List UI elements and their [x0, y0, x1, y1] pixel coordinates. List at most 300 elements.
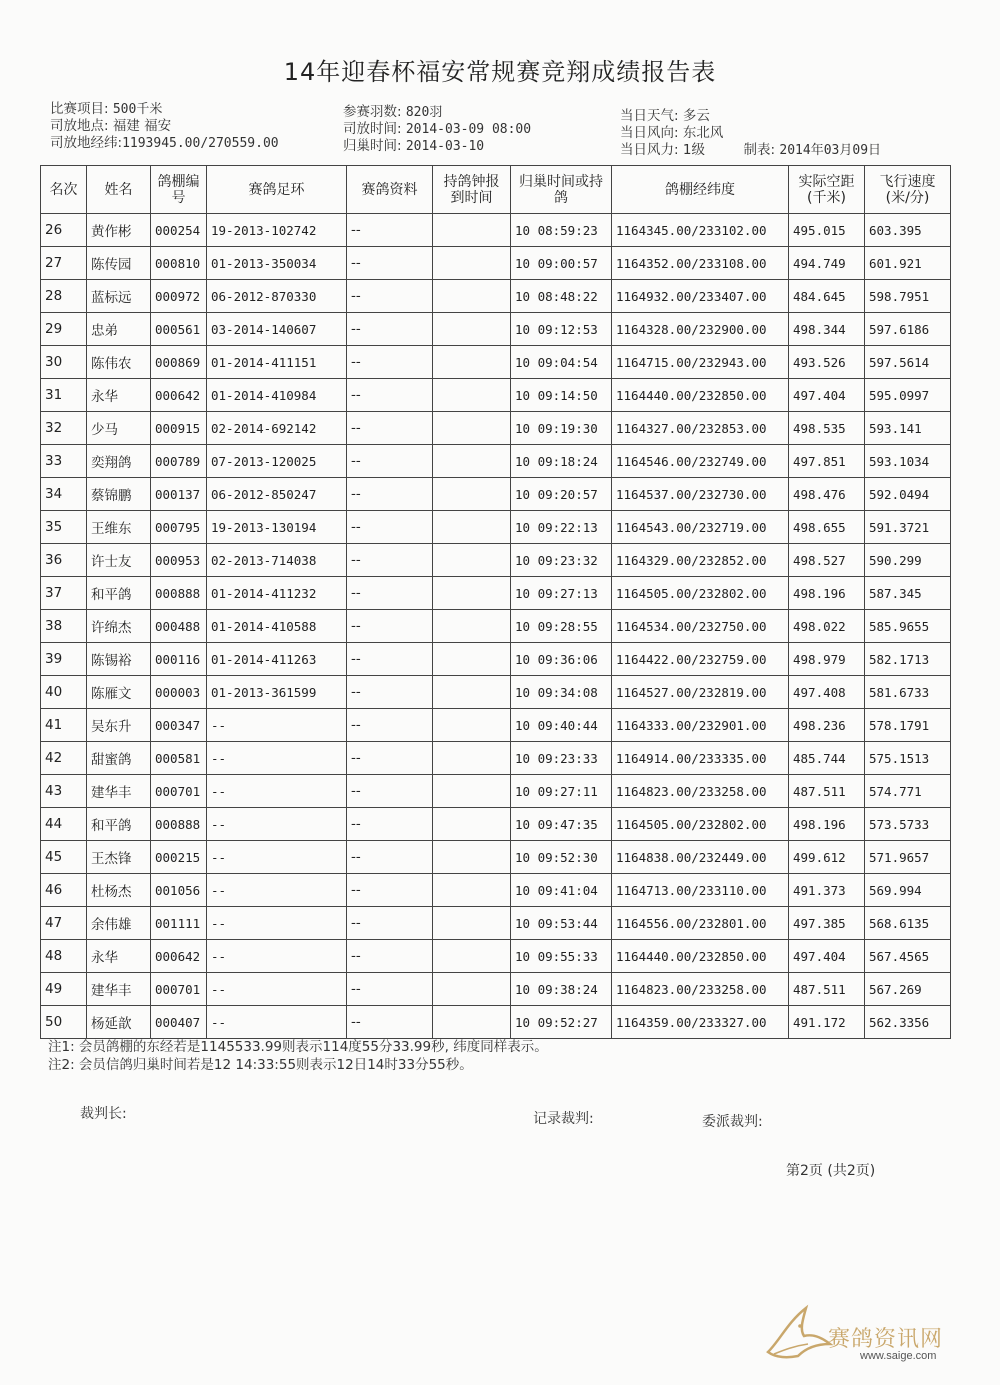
- cell-name: 陈传园: [87, 247, 151, 280]
- cell-rank: 49: [41, 973, 87, 1006]
- table-row: [41, 610, 951, 643]
- watermark-url: www.saige.com: [860, 1350, 937, 1362]
- cell-name: 陈锡裕: [87, 643, 151, 676]
- cell-ring: 01-2014-411151: [207, 346, 347, 379]
- cell-ring: --: [207, 973, 347, 1006]
- cell-clock: [433, 346, 511, 379]
- cell-distance: 497.851: [789, 445, 865, 478]
- cell-distance: 497.408: [789, 676, 865, 709]
- cell-clock: [433, 379, 511, 412]
- cell-ring: 01-2013-361599: [207, 676, 347, 709]
- cell-rank: 34: [41, 478, 87, 511]
- cell-clock: [433, 940, 511, 973]
- cell-clock: [433, 676, 511, 709]
- cell-ring: 06-2012-850247: [207, 478, 347, 511]
- table-row: [41, 940, 951, 973]
- return-value: 2014-03-10: [405, 139, 485, 154]
- made-label: 制表:: [743, 142, 776, 158]
- cell-ring: 19-2013-130194: [207, 511, 347, 544]
- cell-name: 王维东: [87, 511, 151, 544]
- cell-info: --: [347, 247, 433, 280]
- cell-clock: [433, 544, 511, 577]
- cell-distance: 494.749: [789, 247, 865, 280]
- wind-force-value: 1级: [682, 142, 705, 158]
- cell-rank: 30: [41, 346, 87, 379]
- cell-coord: 1164556.00/232801.00: [612, 907, 789, 940]
- cell-arrival: 10 09:38:24: [511, 973, 612, 1006]
- table-row: [41, 445, 951, 478]
- header-speed: 飞行速度(米/分): [865, 166, 951, 214]
- cell-speed: 574.771: [865, 775, 951, 808]
- cell-rank: 32: [41, 412, 87, 445]
- cell-speed: 603.395: [865, 214, 951, 247]
- cell-loft-no: 000972: [151, 280, 207, 313]
- cell-info: --: [347, 874, 433, 907]
- cell-coord: 1164715.00/232943.00: [612, 346, 789, 379]
- cell-loft-no: 000003: [151, 676, 207, 709]
- cell-ring: --: [207, 709, 347, 742]
- cell-loft-no: 000116: [151, 643, 207, 676]
- cell-clock: [433, 577, 511, 610]
- cell-coord: 1164505.00/232802.00: [612, 577, 789, 610]
- header-arrival: 归巢时间或持鸽: [511, 166, 612, 214]
- cell-arrival: 10 09:55:33: [511, 940, 612, 973]
- cell-rank: 48: [41, 940, 87, 973]
- cell-rank: 33: [41, 445, 87, 478]
- watermark-brand: 赛鸽资讯网: [828, 1327, 944, 1352]
- cell-clock: [433, 610, 511, 643]
- cell-clock: [433, 445, 511, 478]
- cell-loft-no: 000789: [151, 445, 207, 478]
- cell-coord: 1164352.00/233108.00: [612, 247, 789, 280]
- header-clock: 持鸽钟报到时间: [433, 166, 511, 214]
- table-row: [41, 412, 951, 445]
- table-row: [41, 676, 951, 709]
- cell-coord: 1164823.00/233258.00: [612, 973, 789, 1006]
- cell-loft-no: 001056: [151, 874, 207, 907]
- cell-info: --: [347, 610, 433, 643]
- cell-loft-no: 000407: [151, 1006, 207, 1039]
- cell-name: 杜杨杰: [87, 874, 151, 907]
- cell-loft-no: 000888: [151, 808, 207, 841]
- cell-coord: 1164440.00/232850.00: [612, 379, 789, 412]
- note-1: 注1: 会员鸽棚的东经若是1145533.99则表示114度55分33.99秒, 纬度同样表示。: [48, 1039, 548, 1055]
- cell-speed: 585.9655: [865, 610, 951, 643]
- cell-arrival: 10 09:20:57: [511, 478, 612, 511]
- cell-rank: 38: [41, 610, 87, 643]
- cell-arrival: 10 09:27:13: [511, 577, 612, 610]
- cell-arrival: 10 09:40:44: [511, 709, 612, 742]
- cell-speed: 595.0997: [865, 379, 951, 412]
- cell-distance: 491.373: [789, 874, 865, 907]
- header-rank: 名次: [41, 166, 87, 214]
- cell-distance: 497.404: [789, 379, 865, 412]
- cell-loft-no: 000254: [151, 214, 207, 247]
- cell-clock: [433, 907, 511, 940]
- header-name: 姓名: [87, 166, 151, 214]
- cell-ring: --: [207, 775, 347, 808]
- header-row: [41, 166, 951, 214]
- cell-info: --: [347, 841, 433, 874]
- cell-clock: [433, 1006, 511, 1039]
- cell-name: 余伟雄: [87, 907, 151, 940]
- wind-direction-value: 东北风: [682, 125, 724, 141]
- cell-rank: 36: [41, 544, 87, 577]
- cell-speed: 562.3356: [865, 1006, 951, 1039]
- cell-coord: 1164713.00/233110.00: [612, 874, 789, 907]
- cell-distance: 487.511: [789, 973, 865, 1006]
- project-label: 比赛项目:: [50, 101, 109, 117]
- cell-info: --: [347, 940, 433, 973]
- table-row: [41, 874, 951, 907]
- cell-speed: 582.1713: [865, 643, 951, 676]
- cell-clock: [433, 412, 511, 445]
- cell-speed: 578.1791: [865, 709, 951, 742]
- cell-name: 永华: [87, 940, 151, 973]
- cell-coord: 1164505.00/232802.00: [612, 808, 789, 841]
- cell-clock: [433, 643, 511, 676]
- cell-speed: 591.3721: [865, 511, 951, 544]
- cell-name: 永华: [87, 379, 151, 412]
- cell-arrival: 10 09:34:08: [511, 676, 612, 709]
- recorder-judge-label: 记录裁判:: [533, 1111, 594, 1127]
- cell-rank: 47: [41, 907, 87, 940]
- cell-ring: 01-2014-410984: [207, 379, 347, 412]
- cell-loft-no: 000642: [151, 940, 207, 973]
- cell-name: 黄作彬: [87, 214, 151, 247]
- cell-clock: [433, 841, 511, 874]
- cell-info: --: [347, 313, 433, 346]
- cell-speed: 593.141: [865, 412, 951, 445]
- cell-speed: 593.1034: [865, 445, 951, 478]
- header-info: 赛鸽资料: [347, 166, 433, 214]
- cell-ring: 19-2013-102742: [207, 214, 347, 247]
- weather-label: 当日天气:: [620, 108, 679, 124]
- wind-force-label: 当日风力:: [620, 142, 679, 158]
- cell-arrival: 10 08:48:22: [511, 280, 612, 313]
- cell-name: 蓝标远: [87, 280, 151, 313]
- cell-distance: 498.196: [789, 577, 865, 610]
- table-row: [41, 214, 951, 247]
- cell-clock: [433, 313, 511, 346]
- cell-info: --: [347, 1006, 433, 1039]
- cell-rank: 27: [41, 247, 87, 280]
- cell-arrival: 10 09:52:30: [511, 841, 612, 874]
- cell-name: 陈雁文: [87, 676, 151, 709]
- cell-loft-no: 000810: [151, 247, 207, 280]
- cell-loft-no: 000581: [151, 742, 207, 775]
- table-row: [41, 544, 951, 577]
- cell-ring: 01-2014-411263: [207, 643, 347, 676]
- cell-loft-no: 000701: [151, 973, 207, 1006]
- cell-arrival: 10 09:04:54: [511, 346, 612, 379]
- cell-speed: 597.5614: [865, 346, 951, 379]
- cell-arrival: 10 09:19:30: [511, 412, 612, 445]
- cell-arrival: 10 08:59:23: [511, 214, 612, 247]
- table-row: [41, 973, 951, 1006]
- cell-arrival: 10 09:00:57: [511, 247, 612, 280]
- cell-coord: 1164534.00/232750.00: [612, 610, 789, 643]
- cell-coord: 1164527.00/232819.00: [612, 676, 789, 709]
- results-table: [40, 165, 951, 1039]
- cell-coord: 1164838.00/232449.00: [612, 841, 789, 874]
- cell-rank: 44: [41, 808, 87, 841]
- cell-distance: 498.236: [789, 709, 865, 742]
- cell-distance: 484.645: [789, 280, 865, 313]
- cell-info: --: [347, 775, 433, 808]
- cell-speed: 601.921: [865, 247, 951, 280]
- cell-loft-no: 000953: [151, 544, 207, 577]
- cell-info: --: [347, 280, 433, 313]
- cell-rank: 50: [41, 1006, 87, 1039]
- cell-rank: 46: [41, 874, 87, 907]
- table-row: [41, 577, 951, 610]
- cell-info: --: [347, 214, 433, 247]
- cell-name: 许绵杰: [87, 610, 151, 643]
- table-row: [41, 280, 951, 313]
- location-value: 福建 福安: [112, 118, 172, 134]
- cell-coord: 1164543.00/232719.00: [612, 511, 789, 544]
- cell-clock: [433, 214, 511, 247]
- cell-coord: 1164345.00/233102.00: [612, 214, 789, 247]
- cell-coord: 1164537.00/232730.00: [612, 478, 789, 511]
- table-row: [41, 775, 951, 808]
- cell-clock: [433, 280, 511, 313]
- cell-name: 王杰锋: [87, 841, 151, 874]
- meta-column-middle: [343, 104, 531, 155]
- cell-ring: --: [207, 940, 347, 973]
- cell-loft-no: 000915: [151, 412, 207, 445]
- cell-info: --: [347, 445, 433, 478]
- notes: [48, 1038, 548, 1074]
- cell-distance: 498.979: [789, 643, 865, 676]
- table-row: [41, 841, 951, 874]
- cell-coord: 1164422.00/232759.00: [612, 643, 789, 676]
- cell-arrival: 10 09:23:33: [511, 742, 612, 775]
- cell-coord: 1164328.00/232900.00: [612, 313, 789, 346]
- cell-clock: [433, 742, 511, 775]
- cell-clock: [433, 247, 511, 280]
- table-row: [41, 1006, 951, 1039]
- cell-distance: 498.527: [789, 544, 865, 577]
- cell-info: --: [347, 577, 433, 610]
- cell-rank: 28: [41, 280, 87, 313]
- header-loft-no: 鸽棚编号: [151, 166, 207, 214]
- cell-ring: 01-2013-350034: [207, 247, 347, 280]
- table-row: [41, 907, 951, 940]
- cell-speed: 571.9657: [865, 841, 951, 874]
- table-row: [41, 709, 951, 742]
- cell-name: 忠弟: [87, 313, 151, 346]
- cell-coord: 1164823.00/233258.00: [612, 775, 789, 808]
- meta-column-right: [620, 108, 881, 159]
- table-row: [41, 313, 951, 346]
- cell-distance: 485.744: [789, 742, 865, 775]
- cell-loft-no: 000137: [151, 478, 207, 511]
- cell-ring: --: [207, 1006, 347, 1039]
- cell-distance: 491.172: [789, 1006, 865, 1039]
- cell-distance: 487.511: [789, 775, 865, 808]
- cell-ring: 01-2014-410588: [207, 610, 347, 643]
- table-row: [41, 247, 951, 280]
- cell-info: --: [347, 676, 433, 709]
- cell-name: 吴东升: [87, 709, 151, 742]
- table-row: [41, 808, 951, 841]
- cell-ring: 03-2014-140607: [207, 313, 347, 346]
- cell-arrival: 10 09:18:24: [511, 445, 612, 478]
- release-label: 司放时间:: [343, 121, 402, 137]
- cell-rank: 45: [41, 841, 87, 874]
- cell-speed: 581.6733: [865, 676, 951, 709]
- cell-name: 少马: [87, 412, 151, 445]
- cell-loft-no: 000701: [151, 775, 207, 808]
- cell-coord: 1164359.00/233327.00: [612, 1006, 789, 1039]
- cell-arrival: 10 09:52:27: [511, 1006, 612, 1039]
- cell-name: 建华丰: [87, 973, 151, 1006]
- cell-rank: 42: [41, 742, 87, 775]
- cell-name: 和平鸽: [87, 577, 151, 610]
- cell-clock: [433, 973, 511, 1006]
- cell-clock: [433, 478, 511, 511]
- table-row: [41, 379, 951, 412]
- cell-coord: 1164546.00/232749.00: [612, 445, 789, 478]
- delegate-judge-label: 委派裁判:: [702, 1114, 763, 1130]
- cell-info: --: [347, 478, 433, 511]
- cell-rank: 35: [41, 511, 87, 544]
- cell-distance: 498.022: [789, 610, 865, 643]
- cell-speed: 598.7951: [865, 280, 951, 313]
- cell-coord: 1164932.00/233407.00: [612, 280, 789, 313]
- cell-speed: 568.6135: [865, 907, 951, 940]
- page-indicator: 第2页 (共2页): [786, 1163, 876, 1179]
- cell-ring: --: [207, 874, 347, 907]
- cell-ring: --: [207, 742, 347, 775]
- cell-rank: 43: [41, 775, 87, 808]
- cell-rank: 40: [41, 676, 87, 709]
- cell-loft-no: 000347: [151, 709, 207, 742]
- cell-ring: --: [207, 808, 347, 841]
- cell-info: --: [347, 346, 433, 379]
- cell-name: 建华丰: [87, 775, 151, 808]
- cell-info: --: [347, 412, 433, 445]
- cell-distance: 498.344: [789, 313, 865, 346]
- location-label: 司放地点:: [50, 118, 109, 134]
- table-row: [41, 511, 951, 544]
- cell-info: --: [347, 709, 433, 742]
- made-value: 2014年03月09日: [779, 143, 882, 158]
- cell-distance: 495.015: [789, 214, 865, 247]
- cell-loft-no: 001111: [151, 907, 207, 940]
- cell-speed: 573.5733: [865, 808, 951, 841]
- header-ring: 赛鸽足环: [207, 166, 347, 214]
- table-row: [41, 742, 951, 775]
- cell-name: 蔡锦鹏: [87, 478, 151, 511]
- return-label: 归巢时间:: [343, 138, 402, 154]
- cell-coord: 1164440.00/232850.00: [612, 940, 789, 973]
- cell-ring: 02-2014-692142: [207, 412, 347, 445]
- cell-ring: 06-2012-870330: [207, 280, 347, 313]
- header-coord: 鸽棚经纬度: [612, 166, 789, 214]
- cell-loft-no: 000888: [151, 577, 207, 610]
- cell-rank: 41: [41, 709, 87, 742]
- table-row: [41, 643, 951, 676]
- cell-arrival: 10 09:27:11: [511, 775, 612, 808]
- cell-clock: [433, 808, 511, 841]
- cell-name: 杨延歆: [87, 1006, 151, 1039]
- cell-distance: 498.535: [789, 412, 865, 445]
- watermark: [760, 1300, 975, 1370]
- cell-name: 和平鸽: [87, 808, 151, 841]
- cell-info: --: [347, 643, 433, 676]
- cell-speed: 592.0494: [865, 478, 951, 511]
- cell-speed: 575.1513: [865, 742, 951, 775]
- cell-info: --: [347, 808, 433, 841]
- count-value: 820羽: [405, 105, 443, 120]
- cell-info: --: [347, 973, 433, 1006]
- cell-clock: [433, 709, 511, 742]
- cell-loft-no: 000561: [151, 313, 207, 346]
- cell-clock: [433, 511, 511, 544]
- cell-coord: 1164333.00/232901.00: [612, 709, 789, 742]
- cell-distance: 498.476: [789, 478, 865, 511]
- release-value: 2014-03-09 08:00: [405, 122, 532, 137]
- cell-arrival: 10 09:53:44: [511, 907, 612, 940]
- cell-distance: 498.655: [789, 511, 865, 544]
- cell-coord: 1164329.00/232852.00: [612, 544, 789, 577]
- cell-distance: 499.612: [789, 841, 865, 874]
- note-2: 注2: 会员信鸽归巢时间若是12 14:33:55则表示12日14时33分55秒。: [48, 1057, 473, 1073]
- cell-loft-no: 000642: [151, 379, 207, 412]
- cell-ring: 02-2013-714038: [207, 544, 347, 577]
- coords-label: 司放地经纬:: [50, 135, 123, 151]
- cell-rank: 31: [41, 379, 87, 412]
- cell-rank: 29: [41, 313, 87, 346]
- cell-distance: 497.385: [789, 907, 865, 940]
- cell-rank: 39: [41, 643, 87, 676]
- cell-arrival: 10 09:36:06: [511, 643, 612, 676]
- cell-distance: 498.196: [789, 808, 865, 841]
- cell-speed: 587.345: [865, 577, 951, 610]
- cell-arrival: 10 09:23:32: [511, 544, 612, 577]
- cell-arrival: 10 09:28:55: [511, 610, 612, 643]
- meta-column-left: [50, 101, 279, 152]
- count-label: 参赛羽数:: [343, 104, 402, 120]
- cell-loft-no: 000795: [151, 511, 207, 544]
- cell-info: --: [347, 379, 433, 412]
- cell-ring: --: [207, 907, 347, 940]
- cell-speed: 567.269: [865, 973, 951, 1006]
- cell-speed: 569.994: [865, 874, 951, 907]
- weather-value: 多云: [682, 108, 710, 124]
- cell-name: 陈伟农: [87, 346, 151, 379]
- table-row: [41, 346, 951, 379]
- cell-clock: [433, 874, 511, 907]
- cell-distance: 497.404: [789, 940, 865, 973]
- cell-coord: 1164914.00/233335.00: [612, 742, 789, 775]
- cell-name: 奕翔鸽: [87, 445, 151, 478]
- cell-name: 甜蜜鸽: [87, 742, 151, 775]
- chief-judge-label: 裁判长:: [80, 1106, 127, 1122]
- cell-loft-no: 000215: [151, 841, 207, 874]
- cell-arrival: 10 09:14:50: [511, 379, 612, 412]
- cell-arrival: 10 09:41:04: [511, 874, 612, 907]
- report-title: 14年迎春杯福安常规赛竞翔成绩报告表: [283, 58, 717, 86]
- cell-coord: 1164327.00/232853.00: [612, 412, 789, 445]
- cell-info: --: [347, 742, 433, 775]
- cell-rank: 26: [41, 214, 87, 247]
- cell-speed: 597.6186: [865, 313, 951, 346]
- header-distance: 实际空距(千米): [789, 166, 865, 214]
